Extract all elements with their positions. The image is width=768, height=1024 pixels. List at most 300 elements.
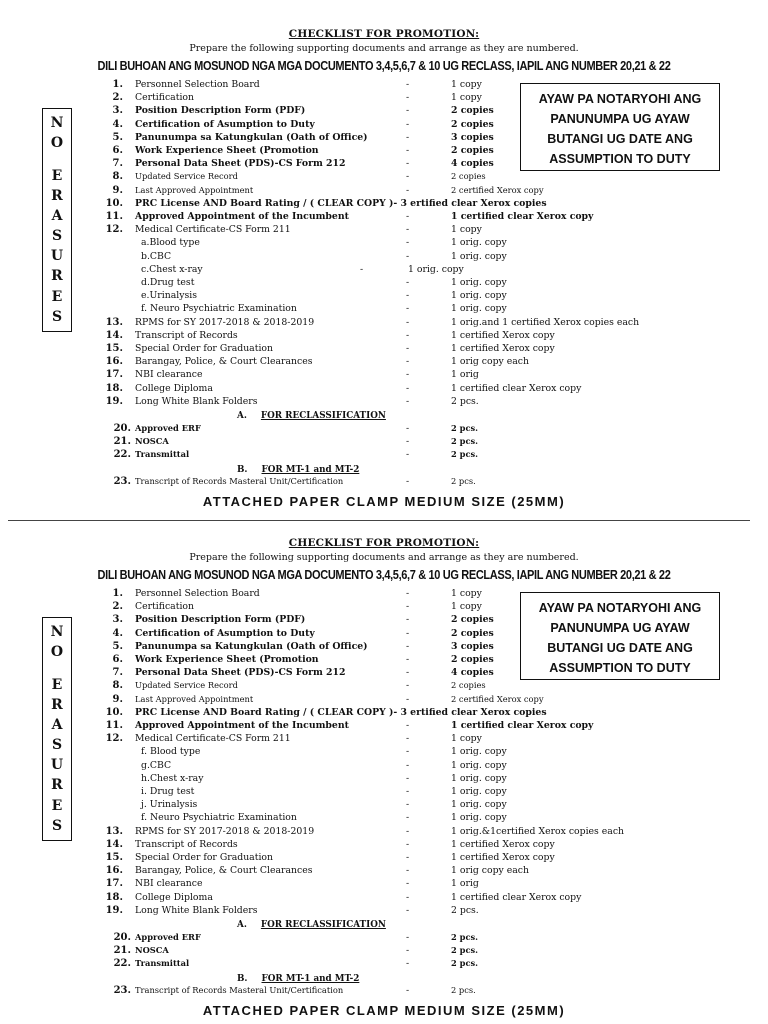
item-number: 6.	[112, 654, 123, 665]
item-label: Panunumpa sa Katungkulan (Oath of Office)	[135, 131, 368, 143]
item-quantity: 1 certified clear Xerox copy	[451, 891, 582, 903]
item-quantity: 2 pcs.	[451, 904, 479, 916]
checklist-item	[0, 786, 768, 799]
item-quantity: 2 pcs.	[451, 958, 479, 969]
item-quantity: 1 orig. copy	[451, 772, 507, 784]
item-label: RPMS for SY 2017-2018 & 2018-2019	[135, 825, 315, 837]
item-number: 8.	[112, 680, 123, 692]
item-dash: -	[406, 958, 410, 970]
item-dash: -	[406, 772, 410, 784]
item-number: 17.	[105, 878, 123, 890]
item-number: 11.	[105, 211, 123, 222]
item-quantity: 1 orig. copy	[451, 759, 507, 771]
checklist-item	[0, 145, 768, 158]
item-label: Medical Certificate-CS Form 211	[135, 733, 291, 745]
item-label: Approved Appointment of the Incumbent	[135, 720, 349, 731]
note-line: BUTANGI UG DATE ANG	[547, 132, 693, 146]
item-number: 22.	[113, 958, 131, 970]
mt-item	[0, 476, 768, 489]
item-dash: -	[406, 667, 410, 679]
checklist-item	[0, 707, 768, 720]
item-label: PRC License AND Board Rating / ( CLEAR COPY )- 3 ertified clear Xerox copies	[135, 706, 547, 718]
item-dash: -	[406, 654, 410, 665]
checklist-item	[0, 773, 768, 786]
checklist-title: CHECKLIST FOR PROMOTION:	[288, 28, 480, 40]
item-dash: -	[406, 865, 410, 877]
item-label: Work Experience Sheet (Promotion	[135, 654, 319, 665]
item-quantity: 2 pcs.	[451, 436, 479, 447]
item-label: NOSCA	[135, 436, 169, 447]
checklist-item	[0, 167, 768, 184]
checklist-item	[0, 356, 768, 369]
item-label: Transcript of Records Masteral Unit/Certification	[135, 475, 344, 486]
item-label: Transcript of Records Masteral Unit/Certification	[135, 984, 344, 995]
checklist-item	[0, 396, 768, 409]
item-number: 16.	[105, 865, 123, 877]
item-quantity: 1 certified Xerox copy	[451, 343, 555, 354]
item-label: NOSCA	[135, 945, 169, 956]
checklist-item	[0, 628, 768, 641]
item-quantity: 1 orig copy each	[451, 356, 529, 368]
item-label: Approved ERF	[135, 932, 201, 942]
item-dash: -	[406, 614, 410, 626]
item-quantity: 1 orig.and 1 certified Xerox copies each	[451, 316, 640, 328]
item-label: NBI clearance	[135, 369, 203, 381]
item-quantity: 2 copies	[451, 171, 486, 182]
item-number: 12.	[105, 733, 123, 745]
item-quantity: 2 copies	[451, 627, 494, 639]
item-number: 4.	[112, 118, 123, 130]
section-label: FOR RECLASSIFICATION	[260, 411, 386, 421]
checklist-item	[0, 812, 768, 825]
item-dash: -	[406, 720, 410, 731]
item-quantity: 2 certified Xerox copy	[451, 693, 544, 704]
item-number: 7.	[112, 667, 123, 679]
item-quantity: 2 pcs.	[451, 423, 479, 433]
item-label: Personnel Selection Board	[135, 79, 260, 90]
item-quantity: 2 pcs.	[451, 475, 476, 486]
item-label: Approved ERF	[135, 423, 201, 433]
item-dash: -	[406, 812, 410, 824]
item-label: h.Chest x-ray	[141, 772, 204, 784]
item-dash: -	[406, 184, 410, 196]
cebuano-instruction: DILI BUHOAN ANG MOSUNOD NGA MGA DOCUMENTO 3,4,5,6,7 & 10 UG RECLASS, IAPIL ANG NUMBER 20,21 & 22	[97, 59, 671, 73]
item-number: 3.	[112, 105, 123, 117]
item-number: 4.	[112, 627, 123, 639]
item-quantity: 2 pcs.	[451, 945, 479, 956]
item-quantity: 1 orig. copy	[451, 812, 507, 824]
vertical-letter: U	[50, 248, 64, 265]
checklist-item	[0, 733, 768, 746]
reclass-item	[0, 958, 768, 971]
item-number: 7.	[112, 158, 123, 170]
reclass-item	[0, 449, 768, 462]
vertical-letter: S	[51, 228, 63, 245]
item-label: Medical Certificate-CS Form 211	[135, 224, 291, 236]
item-number: 1.	[112, 79, 123, 90]
checklist-copy	[0, 509, 768, 1018]
item-label: f. Neuro Psychiatric Examination	[141, 303, 297, 315]
item-dash: -	[406, 158, 410, 170]
reclass-item	[0, 423, 768, 436]
item-number: 2.	[112, 601, 123, 613]
vertical-letter: E	[51, 797, 63, 814]
section-reclassification	[237, 920, 386, 930]
item-quantity: 1 orig	[451, 878, 479, 890]
checklist-item	[0, 654, 768, 667]
checklist-item	[0, 878, 768, 891]
checklist-item	[0, 892, 768, 905]
checklist-item	[0, 641, 768, 654]
item-quantity: 2 copies	[451, 614, 494, 626]
item-label: f. Neuro Psychiatric Examination	[141, 812, 297, 824]
checklist-item	[0, 343, 768, 356]
checklist-item	[0, 317, 768, 330]
item-quantity: 1 copy	[451, 601, 482, 613]
item-dash: -	[406, 211, 410, 222]
note-line: PANUNUMPA UG AYAW	[550, 112, 690, 126]
item-number: 16.	[105, 356, 123, 368]
checklist-item	[0, 158, 768, 171]
paper-clamp-footer: ATTACHED PAPER CLAMP MEDIUM SIZE (25MM)	[202, 1002, 566, 1018]
item-number: 9.	[112, 693, 123, 705]
checklist-item	[0, 185, 768, 198]
item-dash: -	[406, 878, 410, 890]
cebuano-instruction: DILI BUHOAN ANG MOSUNOD NGA MGA DOCUMENTO 3,4,5,6,7 & 10 UG RECLASS, IAPIL ANG NUMBER 20,21 & 22	[97, 568, 671, 582]
note-line: PANUNUMPA UG AYAW	[550, 621, 690, 635]
item-number: 8.	[112, 171, 123, 183]
item-quantity: 2 pcs.	[451, 449, 479, 460]
item-number: 6.	[112, 145, 123, 156]
checklist-item	[0, 290, 768, 303]
item-quantity: 2 copies	[451, 145, 494, 156]
checklist-copy	[0, 0, 768, 509]
checklist-item	[0, 852, 768, 865]
note-line: BUTANGI UG DATE ANG	[547, 641, 693, 655]
checklist-item	[0, 79, 768, 92]
item-number: 21.	[113, 436, 131, 448]
item-label: Personal Data Sheet (PDS)-CS Form 212	[135, 667, 346, 679]
item-label: Transcript of Records	[135, 329, 238, 341]
item-quantity: 3 copies	[451, 131, 494, 143]
checklist-item	[0, 676, 768, 693]
item-quantity: 1 orig. copy	[408, 263, 464, 275]
item-dash: -	[406, 627, 410, 639]
item-number: 10.	[105, 197, 123, 209]
item-dash: -	[406, 891, 410, 903]
item-dash: -	[406, 601, 410, 613]
item-dash: -	[406, 825, 410, 837]
item-number: 13.	[105, 825, 123, 837]
item-dash: -	[406, 250, 410, 262]
item-label: Position Description Form (PDF)	[135, 105, 306, 117]
item-dash: -	[406, 105, 410, 117]
item-quantity: 4 copies	[451, 158, 494, 170]
item-dash: -	[406, 92, 410, 104]
vertical-letter: R	[51, 777, 63, 794]
item-quantity: 1 copy	[451, 79, 482, 90]
checklist-item	[0, 105, 768, 118]
item-number: 23.	[113, 984, 131, 996]
vertical-letter: S	[51, 817, 63, 834]
item-dash: -	[406, 118, 410, 130]
item-dash: -	[406, 746, 410, 758]
item-number: 19.	[105, 395, 123, 407]
item-number: 23.	[113, 475, 131, 487]
reclass-item	[0, 945, 768, 958]
reclass-item	[0, 932, 768, 945]
item-label: i. Drug test	[141, 786, 195, 797]
item-dash: -	[406, 475, 410, 487]
item-quantity: 1 orig. copy	[451, 290, 507, 302]
vertical-letter: E	[51, 676, 63, 693]
item-label: c.Chest x-ray	[141, 263, 203, 275]
checklist-item	[0, 277, 768, 290]
vertical-letter: E	[51, 167, 63, 184]
item-dash: -	[406, 145, 410, 156]
checklist-item	[0, 757, 768, 774]
item-dash: -	[406, 343, 410, 354]
item-quantity: 2 pcs.	[451, 395, 479, 407]
section-letter: B.	[237, 973, 248, 984]
item-label: Updated Service Record	[135, 680, 238, 691]
vertical-letter: N	[50, 115, 64, 132]
item-dash: -	[406, 356, 410, 368]
checklist-item	[0, 198, 768, 211]
item-number: 18.	[105, 382, 123, 394]
item-label: Long White Blank Folders	[135, 904, 258, 916]
item-number: 20.	[113, 423, 131, 434]
checklist-item	[0, 614, 768, 627]
item-dash: -	[360, 263, 364, 275]
section-letter: A.	[237, 411, 247, 421]
item-dash: -	[406, 369, 410, 381]
item-dash: -	[406, 984, 410, 996]
item-label: Personnel Selection Board	[135, 588, 260, 599]
checklist-item	[0, 303, 768, 316]
item-dash: -	[406, 799, 410, 811]
item-dash: -	[406, 79, 410, 90]
item-quantity: 1 orig. copy	[451, 786, 507, 797]
item-quantity: 1 certified clear Xerox copy	[451, 382, 582, 394]
item-label: d.Drug test	[141, 277, 195, 288]
item-number: 1.	[112, 588, 123, 599]
item-label: Certification of Asumption to Duty	[135, 118, 315, 130]
item-number: 18.	[105, 891, 123, 903]
vertical-letter: R	[51, 696, 63, 713]
checklist-item	[0, 588, 768, 601]
item-quantity: 1 certified clear Xerox copy	[451, 720, 594, 731]
item-number: 14.	[105, 838, 123, 850]
item-quantity: 1 orig. copy	[451, 746, 507, 758]
item-dash: -	[406, 945, 410, 957]
vertical-letter: N	[50, 624, 64, 641]
item-quantity: 1 certified Xerox copy	[451, 329, 555, 341]
item-label: Personal Data Sheet (PDS)-CS Form 212	[135, 158, 346, 170]
item-quantity: 2 certified Xerox copy	[451, 184, 544, 195]
item-label: g.CBC	[141, 759, 172, 771]
item-quantity: 2 copies	[451, 680, 486, 691]
item-quantity: 1 orig. copy	[451, 250, 507, 262]
item-quantity: 1 certified clear Xerox copy	[451, 211, 594, 222]
item-number: 3.	[112, 614, 123, 626]
item-label: Last Approved Appointment	[135, 693, 254, 704]
checklist-item	[0, 694, 768, 707]
item-dash: -	[406, 290, 410, 302]
reclass-item	[0, 436, 768, 449]
note-line: ASSUMPTION TO DUTY	[549, 661, 691, 675]
item-quantity: 1 copy	[451, 588, 482, 599]
item-dash: -	[406, 680, 410, 692]
item-label: f. Blood type	[141, 746, 201, 758]
checklist-item	[0, 92, 768, 105]
checklist-item	[0, 799, 768, 812]
item-dash: -	[406, 329, 410, 341]
vertical-letter: A	[51, 716, 63, 733]
item-quantity: 1 orig.&1certified Xerox copies each	[451, 825, 625, 837]
item-number: 20.	[113, 932, 131, 943]
checklist-item	[0, 248, 768, 265]
item-number: 5.	[112, 640, 123, 652]
item-label: Transmittal	[135, 958, 190, 969]
item-label: Certification	[135, 92, 195, 104]
checklist-item	[0, 237, 768, 250]
item-label: RPMS for SY 2017-2018 & 2018-2019	[135, 316, 315, 328]
item-quantity: 1 orig. copy	[451, 303, 507, 315]
vertical-letter: U	[50, 757, 64, 774]
item-quantity: 4 copies	[451, 667, 494, 679]
checklist-item	[0, 383, 768, 396]
item-dash: -	[406, 786, 410, 797]
item-label: Special Order for Graduation	[135, 343, 274, 354]
item-label: Panunumpa sa Katungkulan (Oath of Office)	[135, 640, 368, 652]
item-number: 17.	[105, 369, 123, 381]
section-label: FOR MT-1 and MT-2	[261, 464, 360, 475]
item-label: j. Urinalysis	[141, 799, 198, 811]
item-label: Last Approved Appointment	[135, 184, 254, 195]
item-quantity: 2 copies	[451, 118, 494, 130]
item-dash: -	[406, 423, 410, 434]
item-quantity: 1 copy	[451, 92, 482, 104]
checklist-item	[0, 826, 768, 839]
instruction-text: Prepare the following supporting documents and arrange as they are numbered.	[189, 43, 579, 54]
item-quantity: 2 pcs.	[451, 932, 479, 942]
item-label: b.CBC	[141, 250, 172, 262]
item-label: Transcript of Records	[135, 838, 238, 850]
section-label: FOR MT-1 and MT-2	[261, 973, 360, 984]
item-dash: -	[406, 852, 410, 863]
item-dash: -	[406, 838, 410, 850]
item-quantity: 1 orig. copy	[451, 799, 507, 811]
item-number: 15.	[105, 852, 123, 863]
vertical-letter: S	[51, 308, 63, 325]
section-reclassification	[237, 411, 386, 421]
item-label: NBI clearance	[135, 878, 203, 890]
checklist-item	[0, 224, 768, 237]
item-dash: -	[406, 171, 410, 183]
item-quantity: 2 pcs.	[451, 984, 476, 995]
checklist-item	[0, 330, 768, 343]
checklist-item	[0, 264, 768, 277]
item-number: 5.	[112, 131, 123, 143]
item-quantity: 1 orig. copy	[451, 277, 507, 288]
item-quantity: 1 copy	[451, 733, 482, 745]
item-label: Certification of Asumption to Duty	[135, 627, 315, 639]
section-letter: A.	[237, 920, 247, 930]
section-mt	[237, 465, 359, 475]
vertical-letter: O	[50, 644, 64, 661]
item-dash: -	[406, 449, 410, 461]
item-quantity: 2 copies	[451, 105, 494, 117]
item-number: 13.	[105, 316, 123, 328]
vertical-letter: S	[51, 737, 63, 754]
item-label: Updated Service Record	[135, 171, 238, 182]
item-label: Position Description Form (PDF)	[135, 614, 306, 626]
item-dash: -	[406, 640, 410, 652]
item-label: e.Urinalysis	[141, 290, 197, 302]
item-number: 22.	[113, 449, 131, 461]
item-number: 10.	[105, 706, 123, 718]
item-dash: -	[406, 733, 410, 745]
checklist-title: CHECKLIST FOR PROMOTION:	[288, 537, 480, 549]
item-dash: -	[406, 693, 410, 705]
note-line: AYAW PA NOTARYOHI ANG	[538, 601, 702, 615]
checklist-item	[0, 132, 768, 145]
item-label: Special Order for Graduation	[135, 852, 274, 863]
item-number: 11.	[105, 720, 123, 731]
item-quantity: 1 certified Xerox copy	[451, 852, 555, 863]
item-dash: -	[406, 904, 410, 916]
item-quantity: 2 copies	[451, 654, 494, 665]
item-label: Transmittal	[135, 449, 190, 460]
item-number: 21.	[113, 945, 131, 957]
item-label: Barangay, Police, & Court Clearances	[135, 865, 313, 877]
item-label: a.Blood type	[141, 237, 200, 249]
item-number: 9.	[112, 184, 123, 196]
item-dash: -	[406, 759, 410, 771]
item-dash: -	[406, 316, 410, 328]
item-dash: -	[406, 588, 410, 599]
item-label: College Diploma	[135, 891, 213, 903]
item-label: College Diploma	[135, 382, 213, 394]
item-label: Long White Blank Folders	[135, 395, 258, 407]
item-dash: -	[406, 224, 410, 236]
vertical-letter: A	[51, 207, 63, 224]
instruction-text: Prepare the following supporting documents and arrange as they are numbered.	[189, 552, 579, 563]
item-label: Approved Appointment of the Incumbent	[135, 211, 349, 222]
mt-item	[0, 985, 768, 998]
checklist-item	[0, 716, 768, 733]
item-number: 14.	[105, 329, 123, 341]
checklist-item	[0, 905, 768, 918]
vertical-letter: E	[51, 288, 63, 305]
checklist-item	[0, 746, 768, 759]
vertical-letter: R	[51, 268, 63, 285]
item-number: 15.	[105, 343, 123, 354]
item-number: 12.	[105, 224, 123, 236]
item-label: PRC License AND Board Rating / ( CLEAR COPY )- 3 ertified clear Xerox copies	[135, 197, 547, 209]
vertical-letter: R	[51, 187, 63, 204]
item-label: Barangay, Police, & Court Clearances	[135, 356, 313, 368]
item-label: Certification	[135, 601, 195, 613]
item-dash: -	[406, 237, 410, 249]
item-quantity: 1 orig. copy	[451, 237, 507, 249]
item-number: 2.	[112, 92, 123, 104]
item-number: 19.	[105, 904, 123, 916]
item-quantity: 1 orig	[451, 369, 479, 381]
checklist-item	[0, 839, 768, 852]
section-mt	[237, 974, 359, 984]
